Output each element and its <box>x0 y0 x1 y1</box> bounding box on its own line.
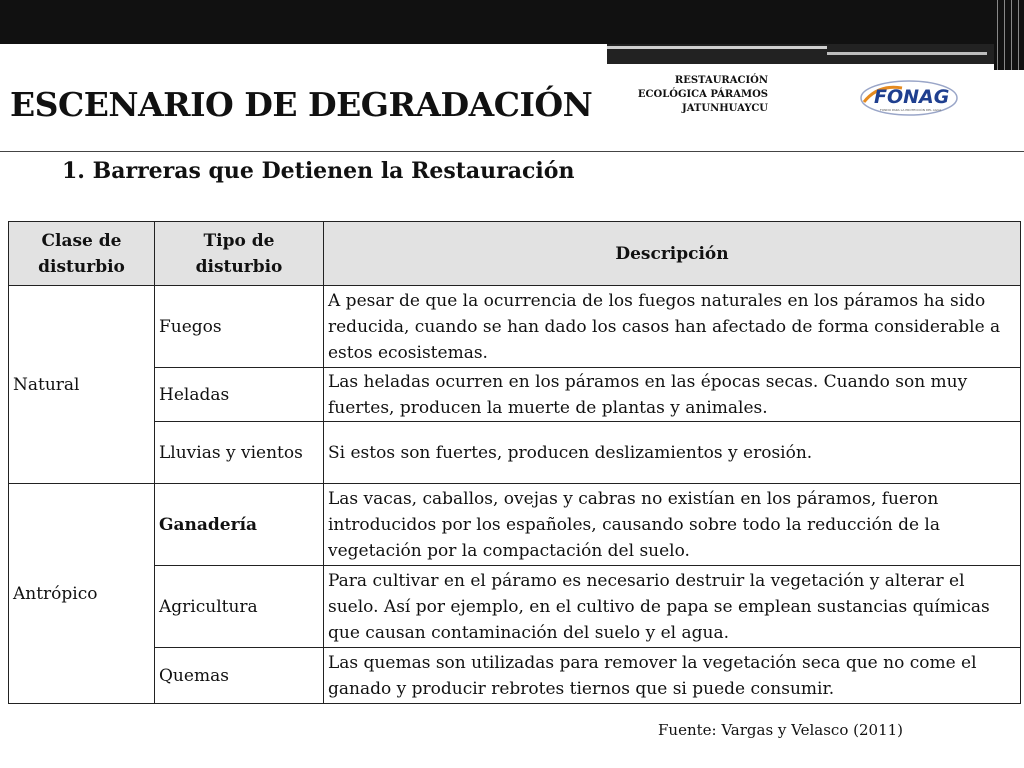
clase-cell: Antrópico <box>9 484 155 704</box>
project-label-line: JATUNHUAYCU <box>681 103 768 114</box>
logo-tagline: FONDO PARA LA PROTECCIÓN DEL AGUA <box>880 108 942 112</box>
svg-text:FONDO PARA LA PROTECCIÓN DEL A <box>880 107 942 112</box>
section-subtitle: 1. Barreras que Detienen la Restauración <box>62 158 575 184</box>
table-row <box>9 422 1021 484</box>
fonag-logo <box>858 78 960 118</box>
tipo-cell: Lluvias y vientos <box>155 422 324 484</box>
disturbance-table <box>8 221 1021 704</box>
descripcion-cell: Las vacas, caballos, ovejas y cabras no existían en los páramos, fueron introducidos por los españoles, causando sobre todo la reducción de la vegetación por la compactación del suelo. <box>324 484 1021 566</box>
svg-text:FONAG <box>874 86 949 108</box>
tipo-cell: Fuegos <box>155 286 324 368</box>
column-header-descripcion: Descripción <box>324 222 1021 286</box>
descripcion-cell: Si estos son fuertes, producen deslizamientos y erosión. <box>324 422 1021 484</box>
descripcion-cell: Las heladas ocurren en los páramos en las épocas secas. Cuando son muy fuertes, producen la muerte de plantas y animales. <box>324 368 1021 422</box>
descripcion-cell: A pesar de que la ocurrencia de los fuegos naturales en los páramos ha sido reducida, cuando se han dado los casos han afectado de forma considerable a estos ecosistemas. <box>324 286 1021 368</box>
table-row <box>9 484 1021 566</box>
source-citation: Fuente: Vargas y Velasco (2011) <box>658 721 904 739</box>
tipo-cell: Quemas <box>155 648 324 704</box>
project-label-line: ECOLÓGICA PÁRAMOS <box>637 89 768 100</box>
page-title: ESCENARIO DE DEGRADACIÓN <box>10 85 593 124</box>
top-banner-bar <box>0 0 1024 44</box>
header-divider <box>0 151 1024 152</box>
table-row <box>9 648 1021 704</box>
top-banner-stripe <box>827 52 987 55</box>
tipo-cell: Heladas <box>155 368 324 422</box>
descripcion-cell: Las quemas son utilizadas para remover la vegetación seca que no come el ganado y producir rebrotes tiernos que si puede consumir. <box>324 648 1021 704</box>
table-row <box>9 566 1021 648</box>
logo-text: FONAG <box>874 86 950 108</box>
table-row <box>9 368 1021 422</box>
tipo-cell: Agricultura <box>155 566 324 648</box>
column-header-tipo: Tipo de disturbio <box>155 222 324 286</box>
tipo-cell: Ganadería <box>155 484 324 566</box>
corner-stripes-decoration <box>994 0 1024 70</box>
project-label-line: RESTAURACIÓN <box>674 75 768 86</box>
table-row <box>9 286 1021 368</box>
column-header-clase: Clase de disturbio <box>9 222 155 286</box>
top-banner-stripe <box>607 46 827 49</box>
table-header-row <box>9 222 1021 286</box>
clase-cell: Natural <box>9 286 155 484</box>
project-label <box>625 74 768 116</box>
descripcion-cell: Para cultivar en el páramo es necesario destruir la vegetación y alterar el suelo. Así por ejemplo, en el cultivo de papa se emplean sustancias químicas que causan contaminación del suelo y el agua. <box>324 566 1021 648</box>
